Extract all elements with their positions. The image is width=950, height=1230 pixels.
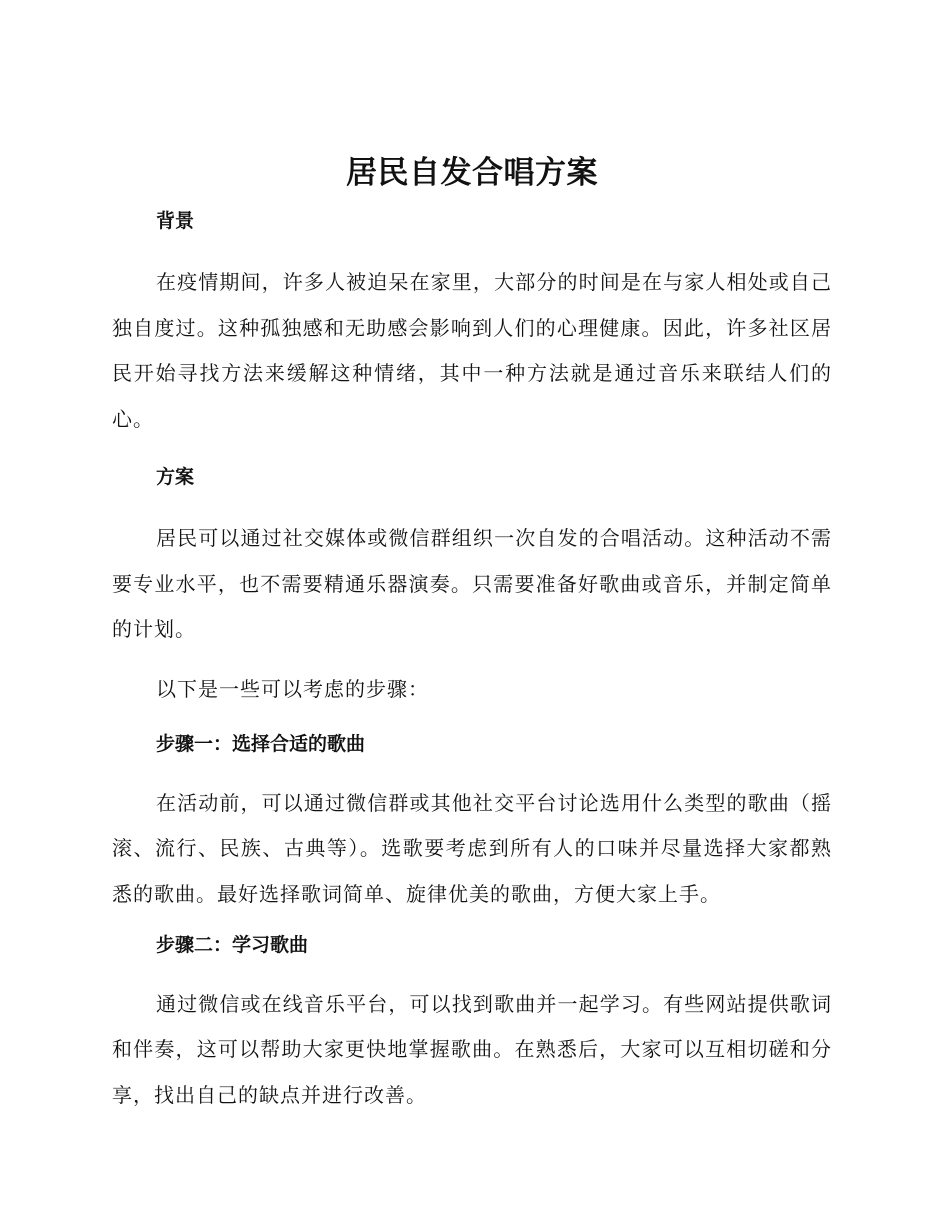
step2-paragraph: 通过微信或在线音乐平台，可以找到歌曲并一起学习。有些网站提供歌词和伴奏，这可以帮助大家更快地掌握歌曲。在熟悉后，大家可以互相切磋和分享，找出自己的缺点并进行改善。 xyxy=(112,991,832,1108)
step1-paragraph: 在活动前，可以通过微信群或其他社交平台讨论选用什么类型的歌曲（摇滚、流行、民族、古典等）。选歌要考虑到所有人的口味并尽量选择大家都熟悉的歌曲。最好选择歌词简单、旋律优美的歌曲，方便大家上手。 xyxy=(112,790,832,907)
steps-intro-paragraph: 以下是一些可以考虑的步骤： xyxy=(156,676,429,701)
step1-heading: 步骤一：选择合适的歌曲 xyxy=(156,732,366,755)
plan-paragraph: 居民可以通过社交媒体或微信群组织一次自发的合唱活动。这种活动不需要专业水平，也不需要精通乐器演奏。只需要准备好歌曲或音乐，并制定简单的计划。 xyxy=(112,525,832,642)
background-paragraph: 在疫情期间，许多人被迫呆在家里，大部分的时间是在与家人相处或自己独自度过。这种孤独感和无助感会影响到人们的心理健康。因此，许多社区居民开始寻找方法来缓解这种情绪，其中一种方法就是通过音乐来联结人们的心。 xyxy=(112,270,832,432)
document-title: 居民自发合唱方案 xyxy=(346,155,598,191)
step2-heading: 步骤二：学习歌曲 xyxy=(156,933,309,956)
plan-heading: 方案 xyxy=(156,465,195,488)
document-page xyxy=(112,148,832,1119)
background-heading: 背景 xyxy=(156,210,195,232)
